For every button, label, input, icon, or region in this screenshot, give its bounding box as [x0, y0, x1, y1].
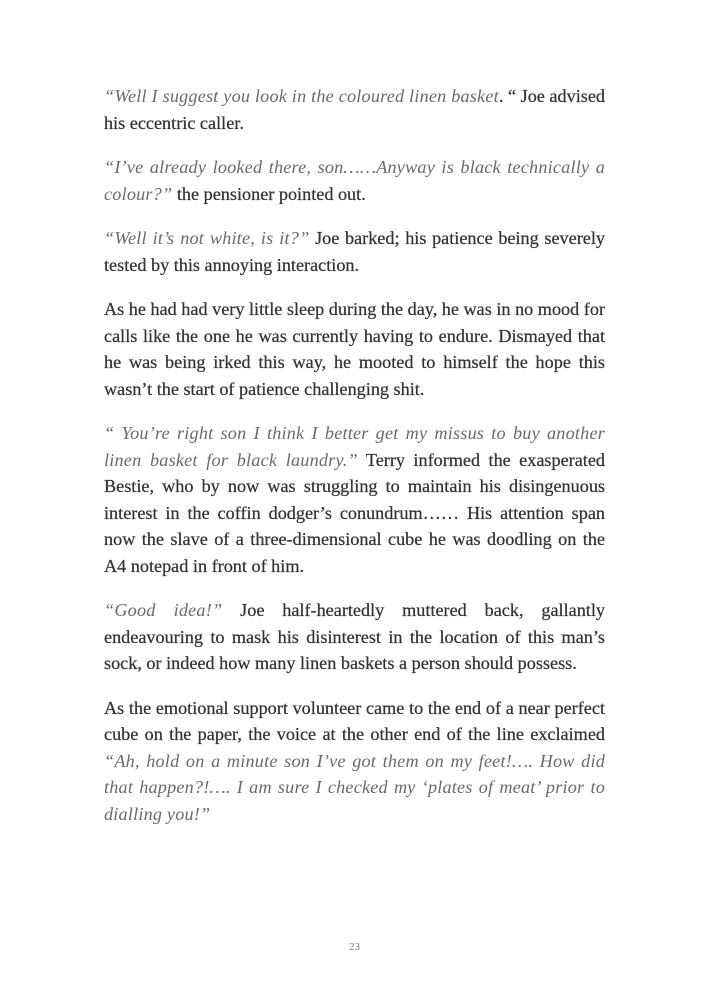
- dialogue-text: “Good idea!”: [104, 600, 223, 620]
- paragraph-3: [104, 225, 605, 278]
- narrative-text: Terry informed the exasperated Bestie, who by now was struggling to maintain his disingenuous interest in the coffin dodger’s conundrum…… His attention span now the slave of a three-dimensional cube he was doodling on the A4 notepad in front of him.: [104, 449, 605, 576]
- narrative-text: Joe barked; his patience being severely tested by this annoying interaction.: [104, 228, 605, 275]
- narrative-text: As the emotional support volunteer came to the end of a near perfect cube on the paper, the voice at the other end of the line exclaimed: [104, 697, 605, 744]
- narrative-text: Joe half-heartedly muttered back, gallantly endeavouring to mask his disinterest in the location of this man’s sock, or indeed how many linen baskets a person should possess.: [104, 600, 605, 673]
- narrative-text: the pensioner pointed out.: [172, 183, 366, 204]
- paragraph-1: [104, 83, 605, 136]
- dialogue-text: “ You’re right son I think I better get my missus to buy another linen basket for black laundry.”: [104, 423, 605, 470]
- dialogue-text: “Ah, hold on a minute son I’ve got them on my feet!…. How did that happen?!…. I am sure I checked my ‘plates of meat’ prior to dialling you!”: [104, 750, 605, 824]
- paragraph-4: [104, 296, 605, 402]
- dialogue-text: “Well I suggest you look in the coloured linen basket: [104, 86, 499, 106]
- paragraph-6: [104, 597, 605, 677]
- dialogue-text: “Well it’s not white, is it?”: [104, 228, 310, 248]
- paragraph-2: [104, 154, 605, 207]
- paragraph-5: [104, 420, 605, 579]
- narrative-text: As he had had very little sleep during the day, he was in no mood for calls like the one he was currently having to endure. Dismayed that he was being irked this way, he mooted to himself the hope this wasn’t the start of patience challenging shit.: [104, 299, 605, 399]
- page-body: [104, 83, 605, 845]
- paragraph-7: [104, 695, 605, 828]
- page-number: 23: [349, 941, 360, 953]
- narrative-text: . “ Joe advised his eccentric caller.: [104, 86, 605, 133]
- dialogue-text: “I’ve already looked there, son……Anyway is black technically a colour?”: [104, 157, 605, 204]
